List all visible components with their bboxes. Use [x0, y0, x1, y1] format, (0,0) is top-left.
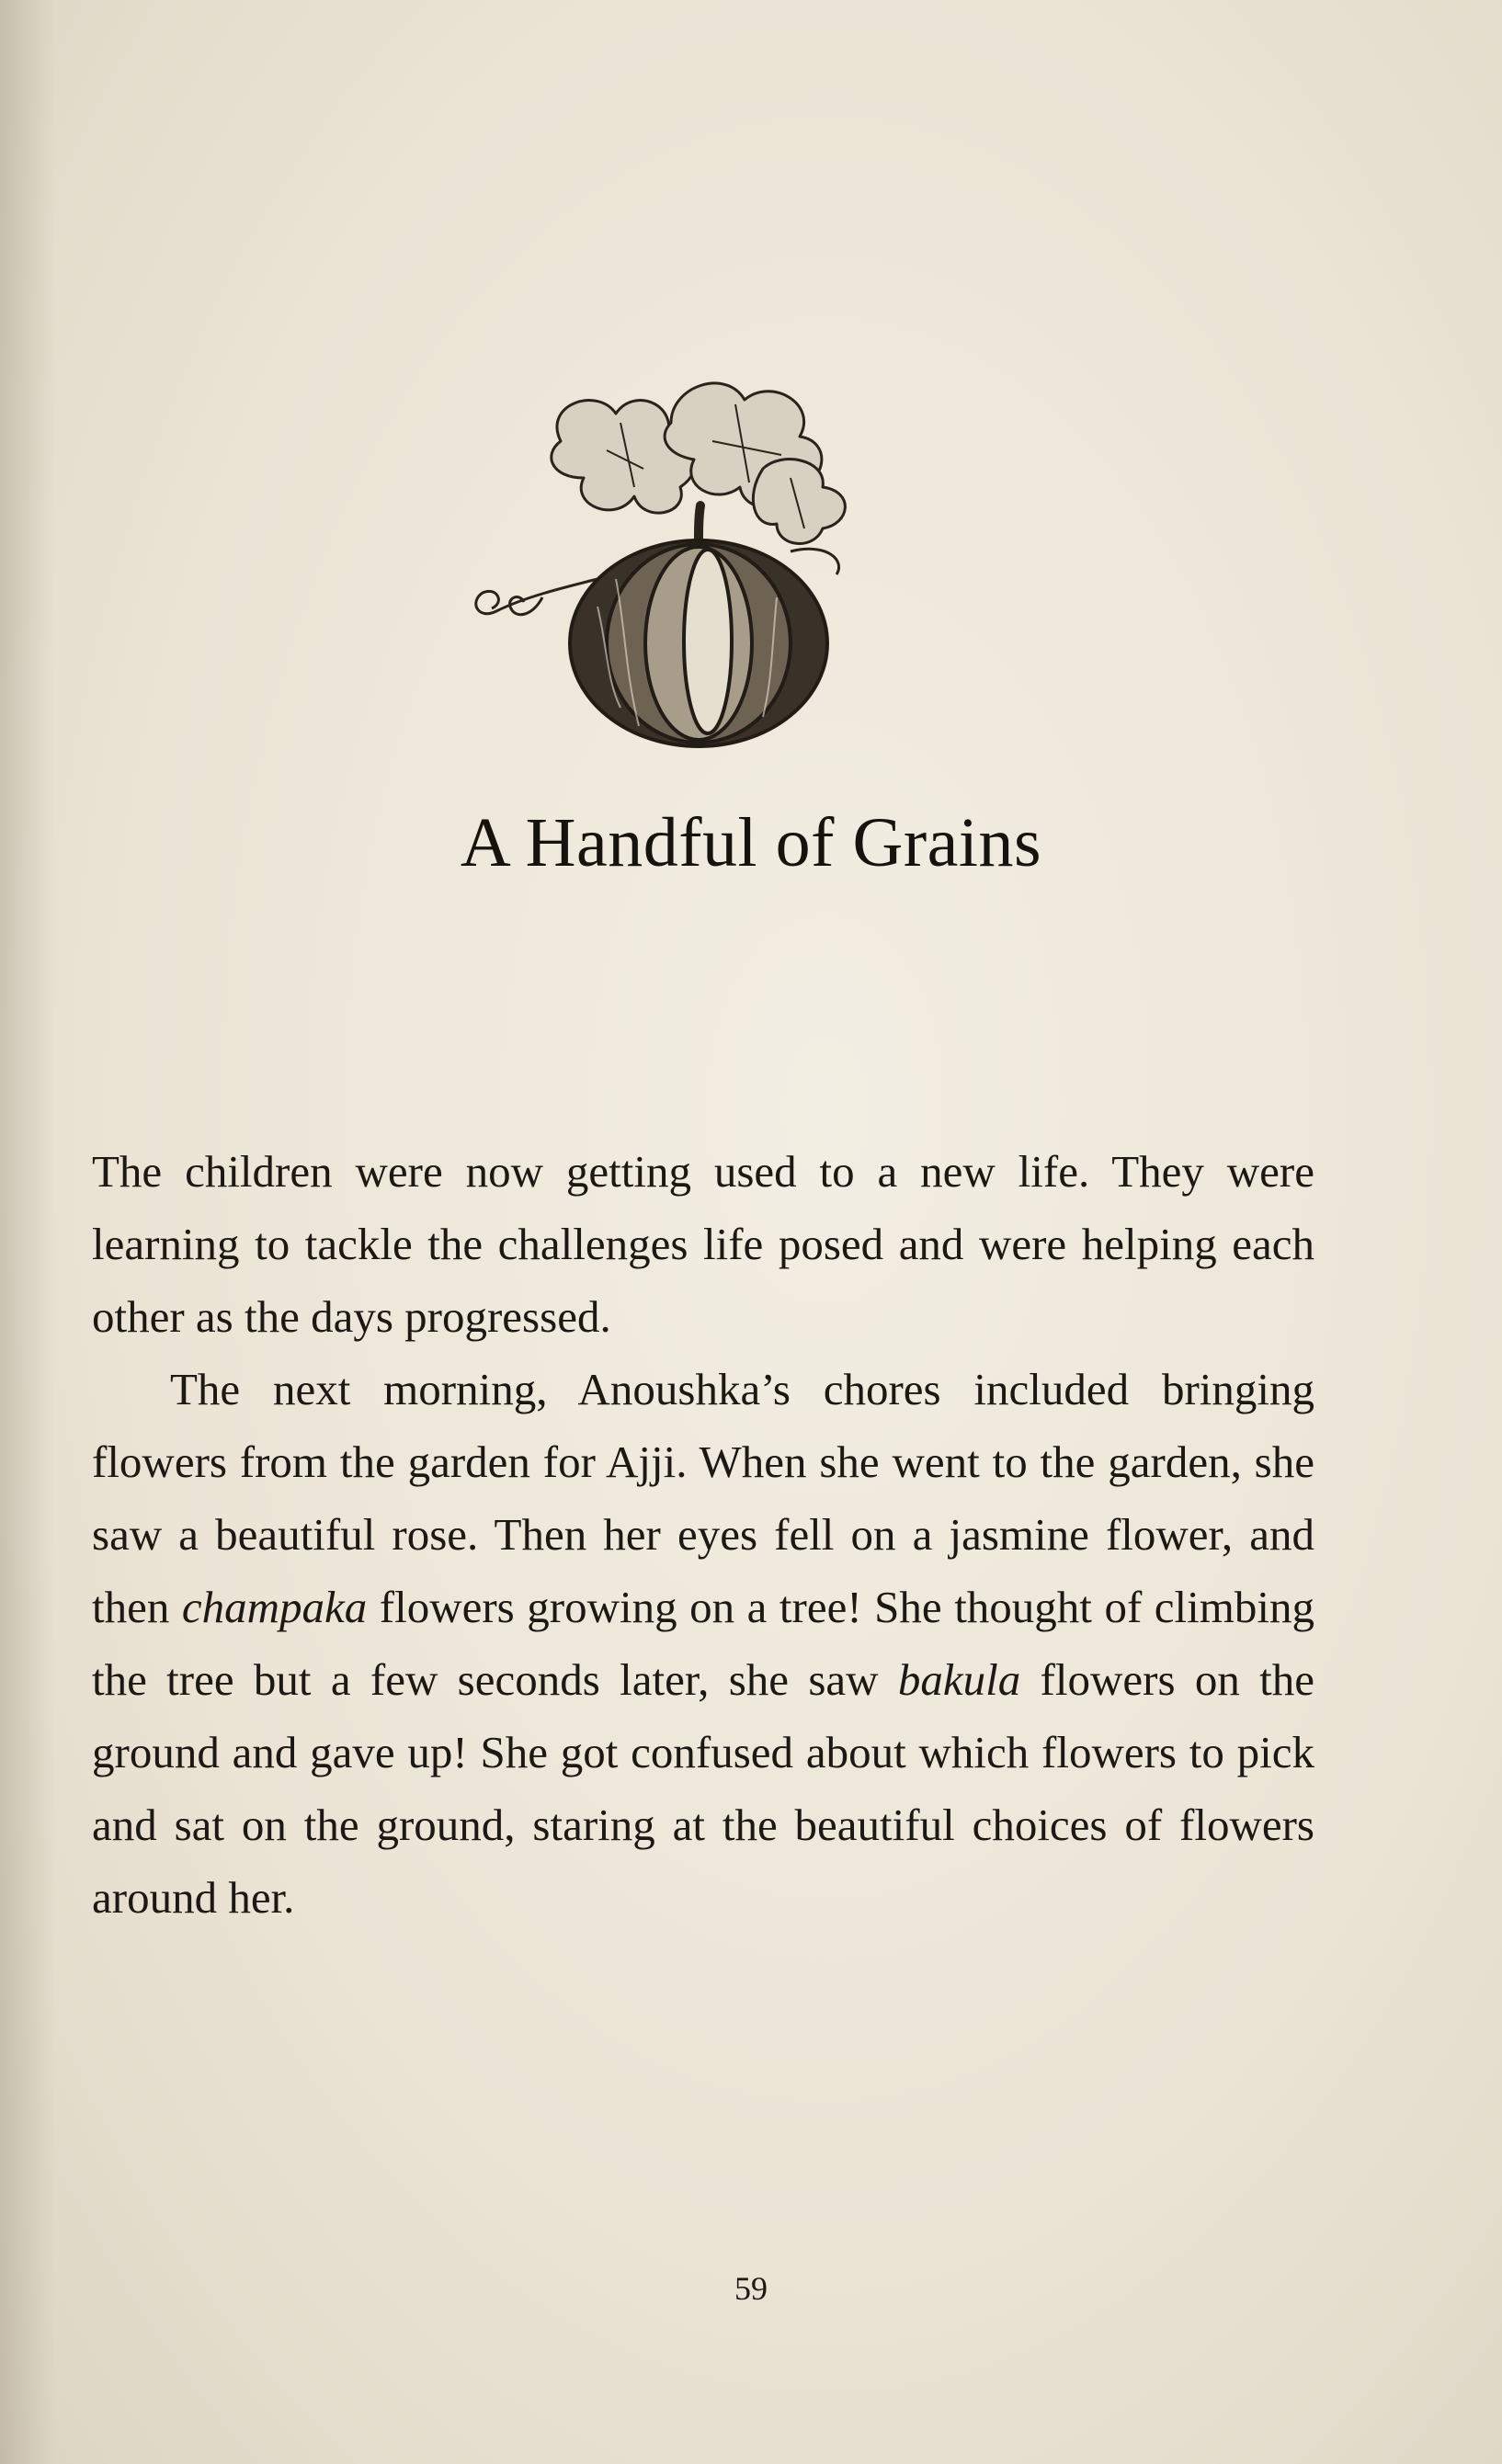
- paragraph-1: The children were now getting used to a new life. They were learning to tackle the challenges life posed and were helping each other as the days progressed.: [92, 1146, 1314, 1342]
- paragraph-2: [92, 1353, 1314, 1934]
- italic-word-bakula: bakula: [897, 1654, 1021, 1705]
- paragraph-2-part-1: The next morning, Anoushka’s chores included bringing flowers from the garden for Ajji. When she went to the garden, she saw a beautiful rose. Then her eyes fell on a jasmine flower, and then: [92, 1364, 1314, 1632]
- paragraph-2-part-3: flowers on the ground and gave up! She got confused about which flowers to pick and sat on the ground, staring at the beautiful choices of flowers around her.: [92, 1654, 1314, 1923]
- paragraph-2-part-2: flowers growing on a tree! She thought of climbing the tree but a few seconds later, she saw: [92, 1582, 1314, 1705]
- page-number: 59: [734, 2270, 768, 2307]
- italic-word-champaka: champaka: [181, 1582, 368, 1632]
- pumpkin-vine-illustration-icon: [460, 368, 919, 754]
- body-text: [92, 1135, 1314, 1934]
- chapter-title: A Handful of Grains: [460, 804, 1042, 881]
